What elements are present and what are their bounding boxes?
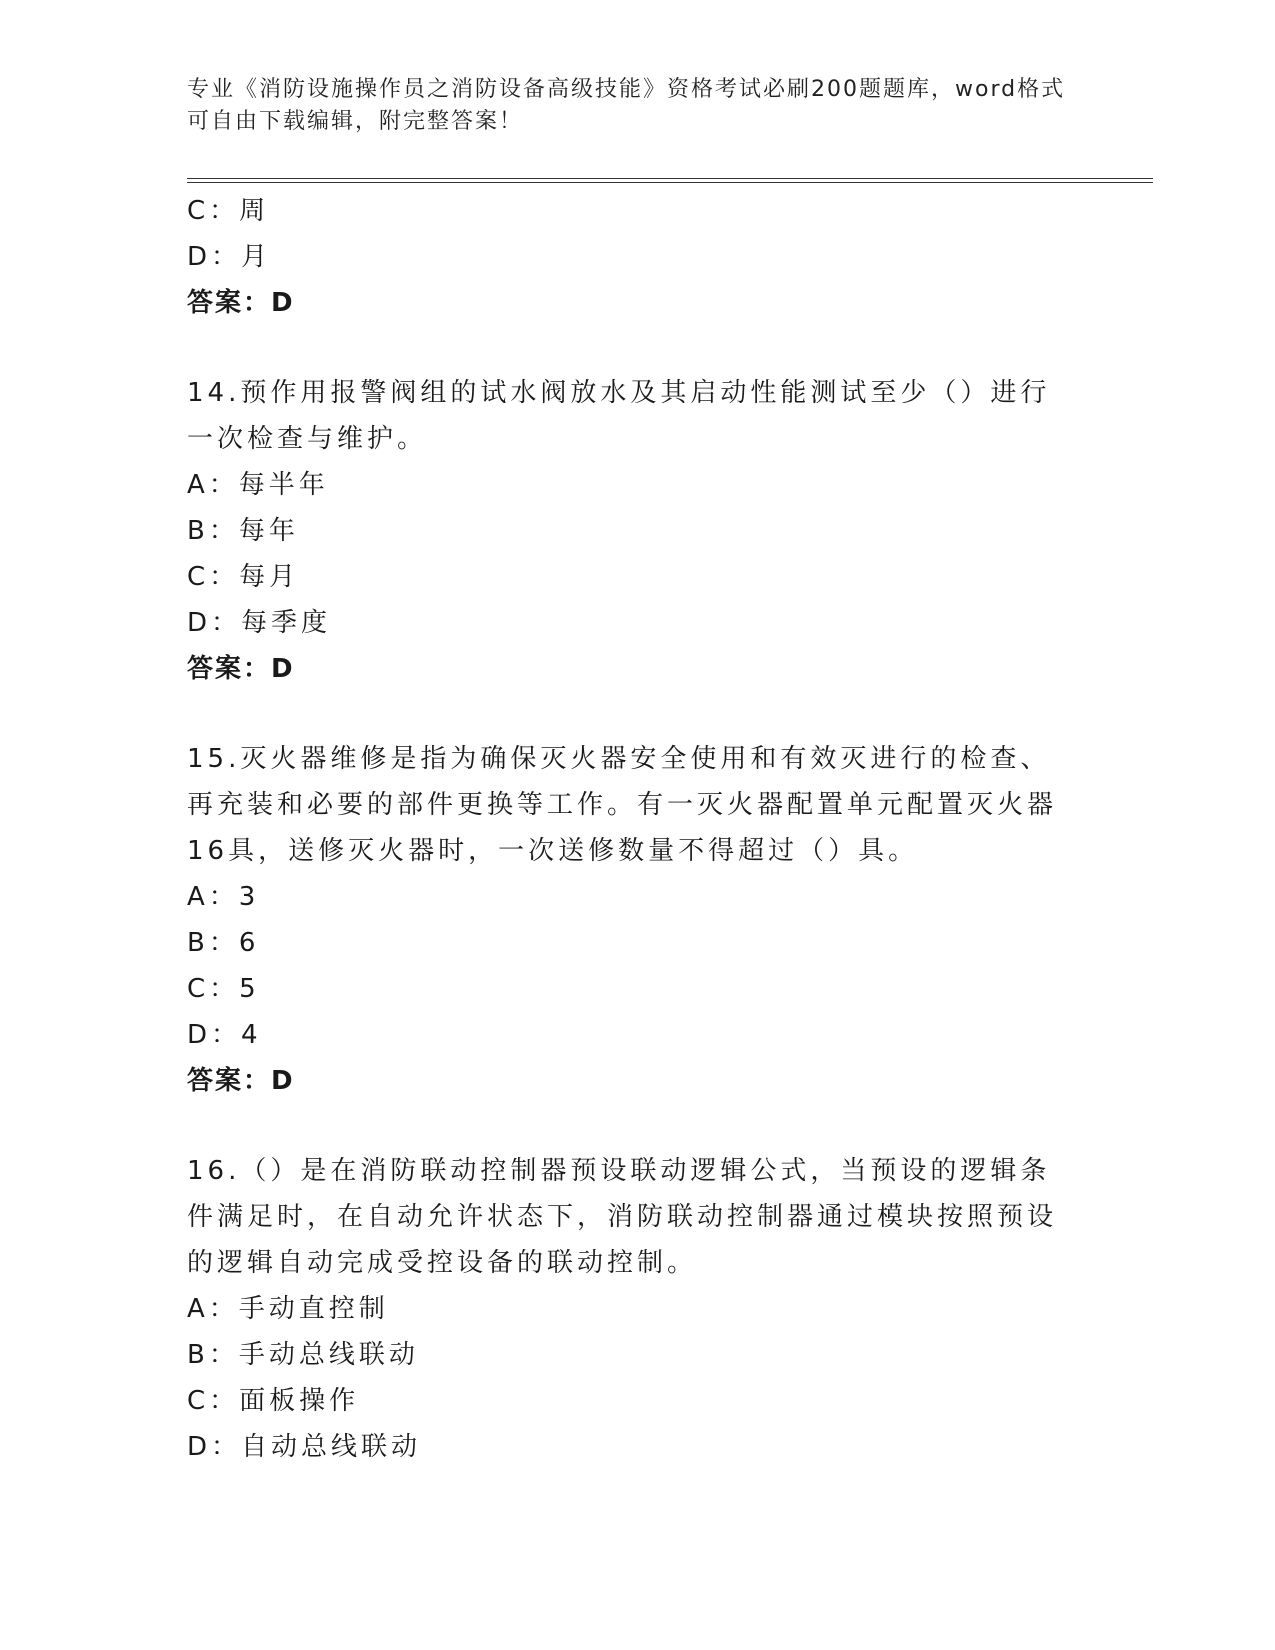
document-header xyxy=(187,74,1067,138)
option-text: 3 xyxy=(238,882,260,912)
option-text: 每年 xyxy=(238,516,299,546)
question-15 xyxy=(187,736,1087,1104)
option-letter: D： xyxy=(187,242,242,272)
option-letter: D： xyxy=(187,1432,242,1462)
option-letter: D： xyxy=(187,1020,242,1050)
option-text: 月 xyxy=(241,242,272,272)
option-letter: C： xyxy=(187,562,240,592)
answer-line: 答案：D xyxy=(187,288,295,318)
option-text: 5 xyxy=(239,974,260,1004)
question-content xyxy=(187,188,1087,1470)
option-letter: B： xyxy=(187,928,239,958)
option-b xyxy=(187,1332,1087,1378)
question-14 xyxy=(187,370,1087,692)
option-b xyxy=(187,920,1087,966)
option-d xyxy=(187,600,1087,646)
option-text: 4 xyxy=(241,1020,262,1050)
option-letter: A： xyxy=(187,1294,239,1324)
question-text: 16.（）是在消防联动控制器预设联动逻辑公式，当预设的逻辑条件满足时，在自动允许状态下，消防联动控制器通过模块按照预设的逻辑自动完成受控设备的联动控制。 xyxy=(187,1156,1058,1278)
prev-question-block xyxy=(187,188,1087,326)
option-letter: D： xyxy=(187,608,242,638)
option-d xyxy=(187,1424,1087,1470)
question-text: 14.预作用报警阀组的试水阀放水及其启动性能测试至少（）进行一次检查与维护。 xyxy=(187,378,1051,454)
option-text: 6 xyxy=(238,928,260,958)
option-text: 手动直控制 xyxy=(238,1294,389,1324)
option-text: 周 xyxy=(239,196,270,226)
option-a xyxy=(187,874,1087,920)
option-text: 每半年 xyxy=(238,470,329,500)
option-text: 每季度 xyxy=(241,608,332,638)
option-c xyxy=(187,188,1087,234)
answer-line: 答案：D xyxy=(187,1066,295,1096)
header-divider-bottom xyxy=(187,182,1153,183)
option-text: 手动总线联动 xyxy=(238,1340,419,1370)
answer-line: 答案：D xyxy=(187,654,295,684)
option-text: 面板操作 xyxy=(239,1386,360,1416)
option-a xyxy=(187,1286,1087,1332)
option-letter: A： xyxy=(187,470,239,500)
option-text: 每月 xyxy=(239,562,300,592)
option-letter: C： xyxy=(187,974,240,1004)
option-letter: B： xyxy=(187,1340,239,1370)
option-d xyxy=(187,234,1087,280)
question-text: 15.灭火器维修是指为确保灭火器安全使用和有效灭进行的检查、再充装和必要的部件更换等工作。有一灭火器配置单元配置灭火器16具，送修灭火器时，一次送修数量不得超过（）具。 xyxy=(187,744,1058,866)
option-letter: B： xyxy=(187,516,239,546)
option-b xyxy=(187,508,1087,554)
option-letter: C： xyxy=(187,196,240,226)
option-letter: A： xyxy=(187,882,239,912)
option-c xyxy=(187,966,1087,1012)
option-text: 自动总线联动 xyxy=(241,1432,422,1462)
header-title: 专业《消防设施操作员之消防设备高级技能》资格考试必刷200题题库，word格式可自由下载编辑，附完整答案！ xyxy=(187,77,1066,134)
option-d xyxy=(187,1012,1087,1058)
question-16 xyxy=(187,1148,1087,1470)
option-a xyxy=(187,462,1087,508)
option-c xyxy=(187,1378,1087,1424)
option-c xyxy=(187,554,1087,600)
header-divider-top xyxy=(187,178,1153,179)
option-letter: C： xyxy=(187,1386,240,1416)
